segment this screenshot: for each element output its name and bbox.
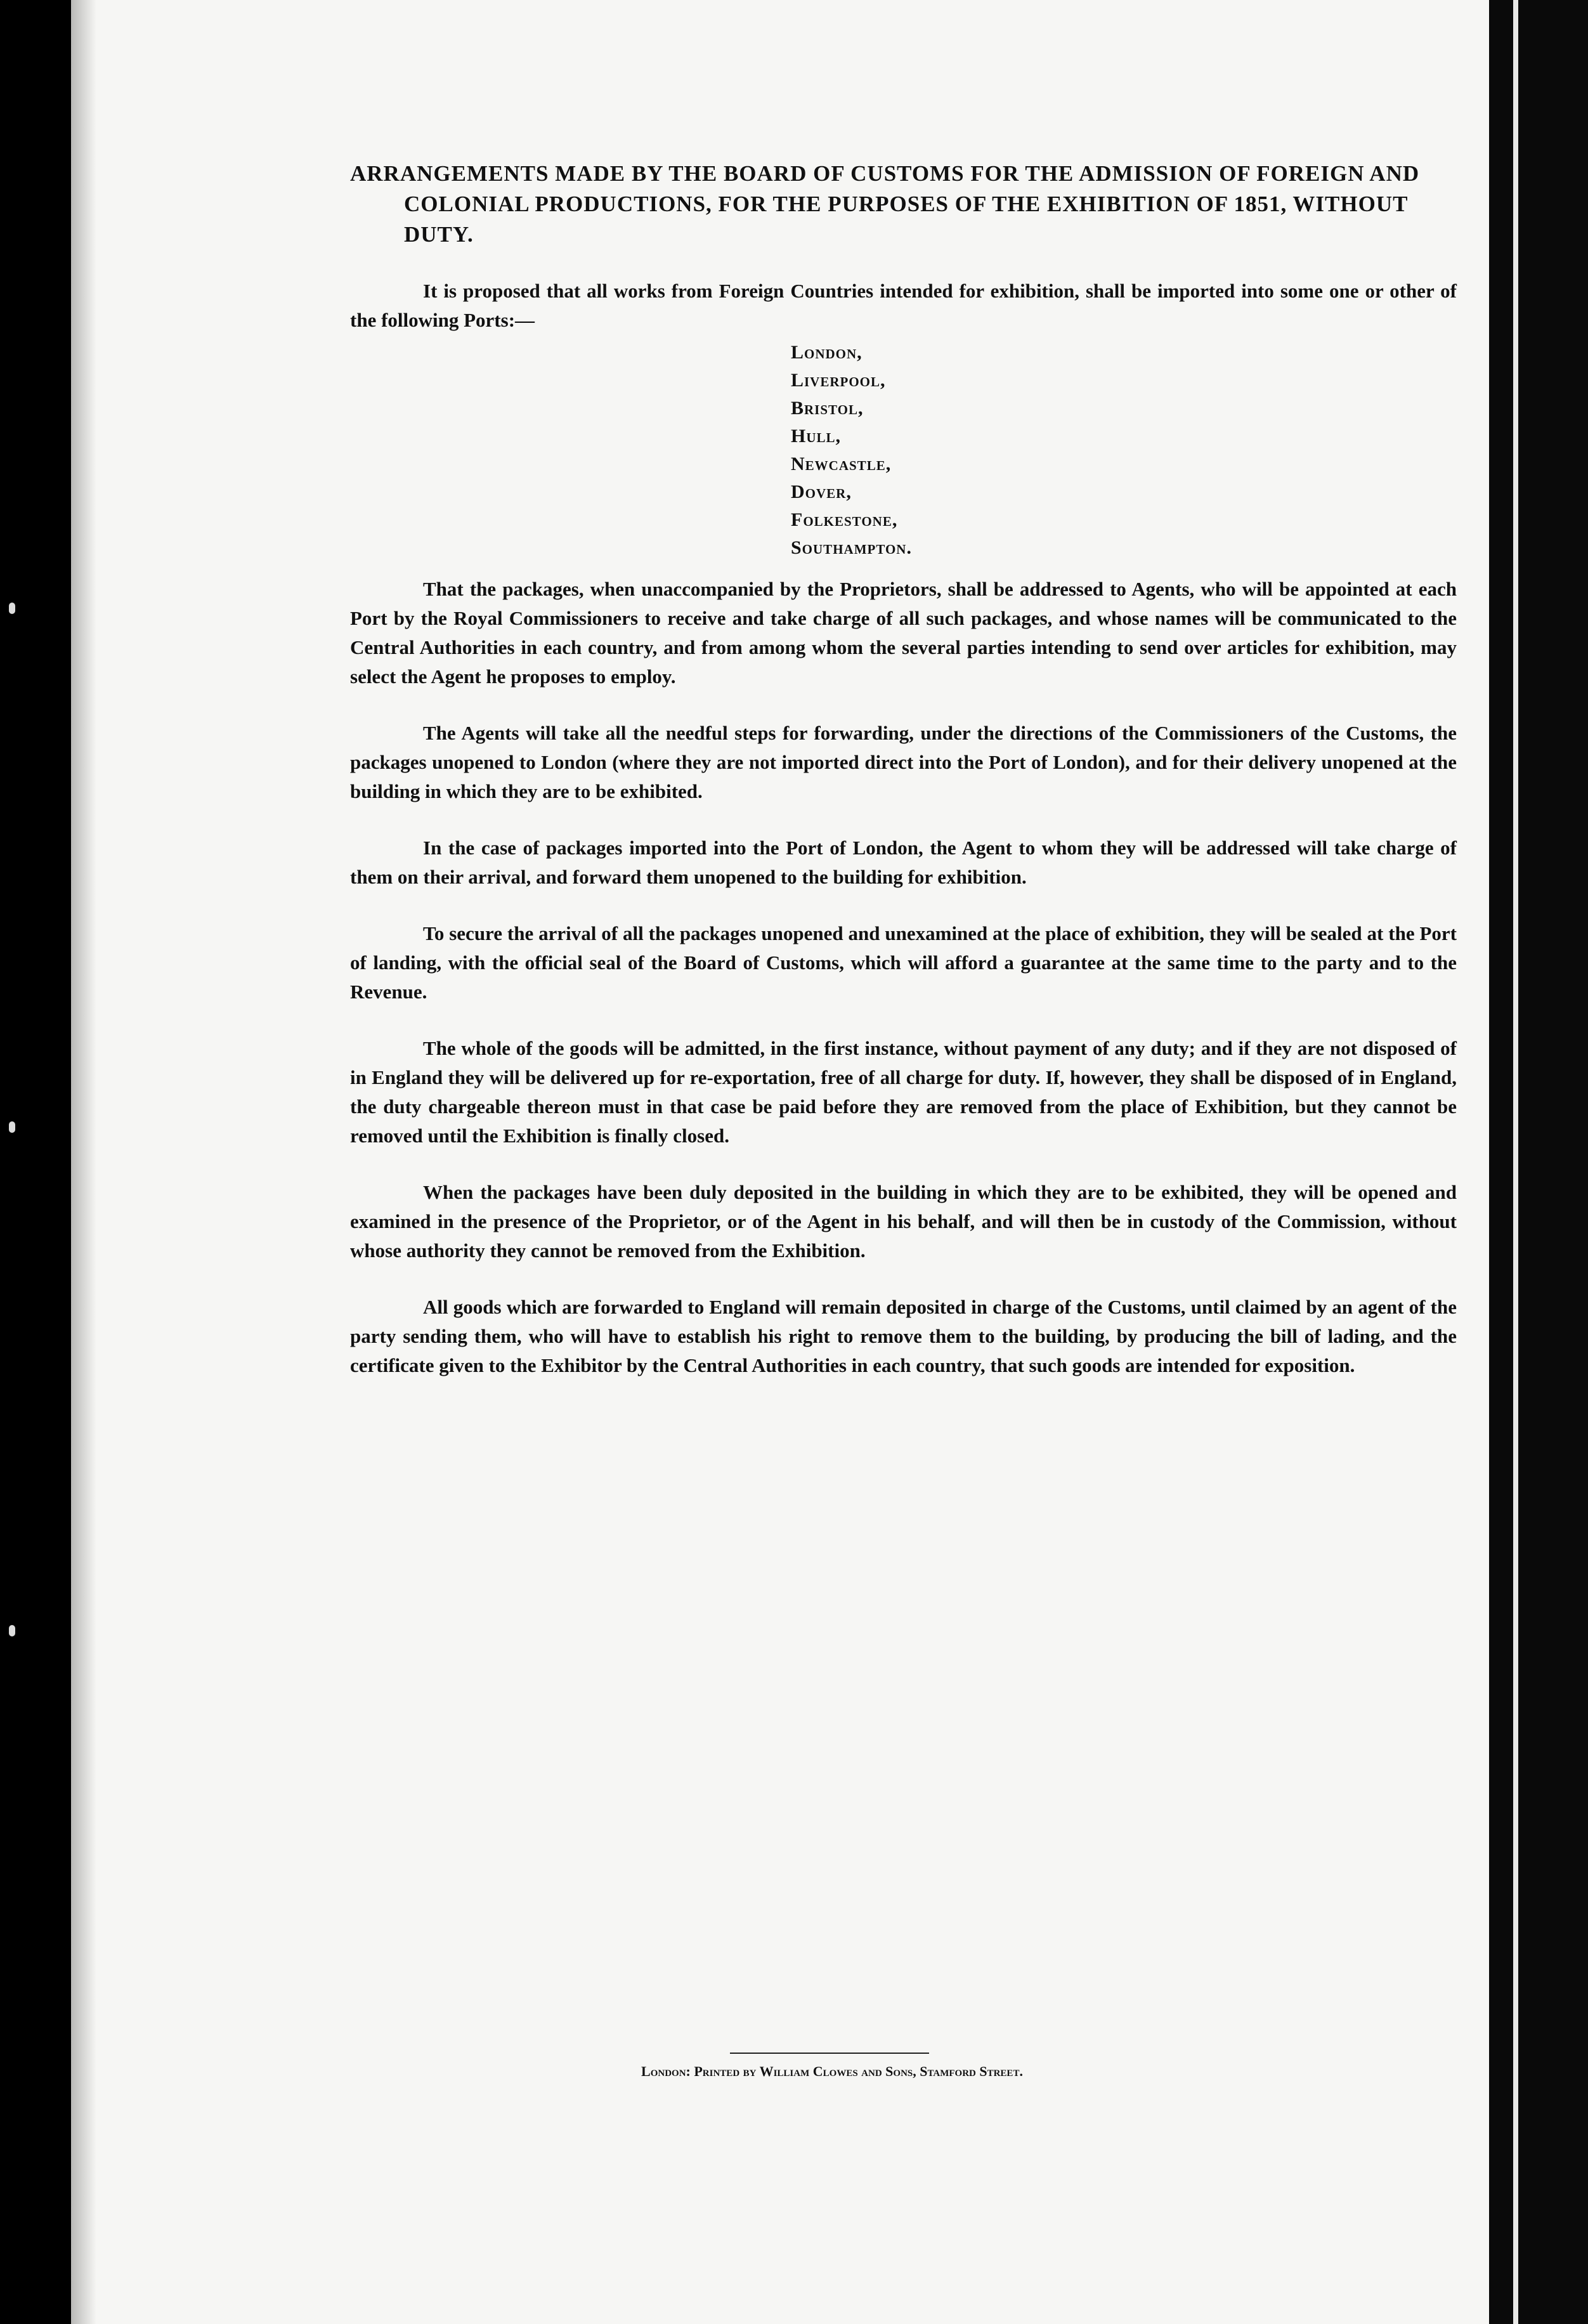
intro-paragraph: It is proposed that all works from Foreign Countries intended for exhibition, shall be imported into some one or other of the following Ports:— bbox=[350, 280, 1457, 331]
scan-speck bbox=[9, 1625, 15, 1636]
deposit-paragraph: All goods which are forwarded to England will remain deposited in charge of the Customs, until claimed by an agent of the party sending them, who will have to establish his right to remove them to the building, by producing the bill of lading, and the certificate given to the Exhibitor by the Central Authorities in each country, that such goods are intended for exposition. bbox=[350, 1296, 1457, 1376]
port-item: Liverpool, bbox=[791, 370, 886, 391]
forwarding-paragraph: The Agents will take all the needful steps for forwarding, under the directions of the Commissioners of the Customs, the packages unopened to London (where they are not imported direct into the Port of London), and for their delivery unopened at the building in which they are to be exhibited. bbox=[350, 722, 1457, 802]
port-item: Dover, bbox=[791, 481, 852, 502]
port-item: Newcastle, bbox=[791, 454, 892, 474]
document-body bbox=[350, 159, 1457, 1407]
port-item: Bristol, bbox=[791, 398, 864, 419]
port-item: Hull, bbox=[791, 426, 842, 447]
port-of-london-paragraph: In the case of packages imported into the Port of London, the Agent to whom they will be addressed will take charge of them on their arrival, and forward them unopened to the building for exhibition. bbox=[350, 837, 1457, 888]
duty-paragraph: The whole of the goods will be admitted, in the first instance, without payment of any duty; and if they are not disposed of in England they will be delivered up for re-exportation, free of all charge for duty. If, however, they shall be disposed of in England, the duty chargeable thereon must in that case be paid before they are removed from the place of Exhibition, but they cannot be removed until the Exhibition is finally closed. bbox=[350, 1037, 1457, 1147]
document-heading: ARRANGEMENTS MADE BY THE BOARD OF CUSTOMS FOR THE ADMISSION OF FOREIGN AND COLONIAL PRODUCTIONS, FOR THE PURPOSES OF THE EXHIBITION OF 1851, WITHOUT DUTY. bbox=[350, 161, 1420, 247]
scan-speck bbox=[9, 603, 15, 614]
seal-paragraph: To secure the arrival of all the packages unopened and unexamined at the place of exhibition, they will be sealed at the Port of landing, with the official seal of the Board of Customs, which will afford a guarantee at the same time to the party and to the Revenue. bbox=[350, 922, 1457, 1003]
scan-right-margin bbox=[1489, 0, 1588, 2324]
printer-imprint: London: Printed by William Clowes and Sons, Stamford Street. bbox=[641, 2063, 1023, 2079]
examination-paragraph: When the packages have been duly deposited in the building in which they are to be exhibited, they will be opened and examined in the presence of the Proprietor, or of the Agent in his behalf, and will then be in custody of the Commission, without whose authority they cannot be removed from the Exhibition. bbox=[350, 1181, 1457, 1262]
page-edge-line bbox=[1513, 0, 1518, 2324]
ports-list bbox=[350, 339, 1457, 562]
footer-rule bbox=[730, 2053, 929, 2054]
scan-binding-shadow bbox=[71, 0, 96, 2324]
port-item: London, bbox=[791, 342, 862, 363]
port-item: Folkestone, bbox=[791, 509, 898, 530]
port-item: Southampton. bbox=[791, 537, 912, 558]
agents-paragraph: That the packages, when unaccompanied by the Proprietors, shall be addressed to Agents, who will be appointed at each Port by the Royal Commissioners to receive and take charge of all such packages, and whose names will be communicated to the Central Authorities in each country, and from among whom the several parties intending to send over articles for exhibition, may select the Agent he proposes to employ. bbox=[350, 578, 1457, 688]
document-page bbox=[71, 0, 1489, 2324]
scan-speck bbox=[9, 1121, 15, 1133]
